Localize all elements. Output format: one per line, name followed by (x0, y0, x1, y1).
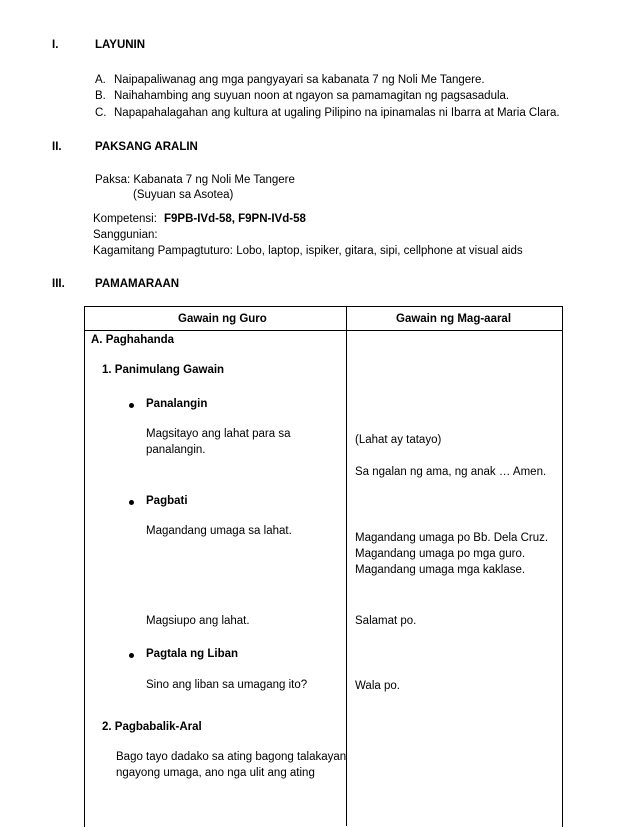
panalangin-student-line1: (Lahat ay tatayo) (355, 434, 442, 446)
pagbati-title: Pagbati (146, 495, 188, 507)
kagamitan-line: Kagamitang Pampagtuturo: Lobo, laptop, ispiker, gitara, sipi, cellphone at visual aids (93, 245, 523, 257)
table-header-divider (84, 330, 562, 331)
objective-c-text: Napapahalagahan ang kultura at ugaling Pilipino na ipinamalas ni Ibarra at Maria Clara. (114, 107, 560, 119)
pagbati-student-line2: Magandang umaga po mga guro. (355, 548, 526, 560)
objective-a-letter: A. (95, 74, 106, 86)
bullet-icon (129, 500, 134, 505)
pagtala-teacher: Sino ang liban sa umagang ito? (146, 679, 308, 691)
kompetensi-label: Kompetensi: (93, 213, 157, 225)
header-gawain-guro: Gawain ng Guro (178, 313, 267, 325)
objective-b-text: Naihahambing ang suyuan noon at ngayon sa pamamagitan ng pagsasadula. (114, 90, 510, 102)
pagbati-student-line1: Magandang umaga po Bb. Dela Cruz. (355, 532, 549, 544)
pagbati-student-line3: Magandang umaga mga kaklase. (355, 564, 526, 576)
paghahanda-title: A. Paghahanda (91, 334, 175, 346)
panalangin-student-line2: Sa ngalan ng ama, ng anak … Amen. (355, 466, 547, 478)
objective-c-letter: C. (95, 107, 107, 119)
panalangin-title: Panalangin (146, 398, 208, 410)
sanggunian-label: Sanggunian: (93, 229, 158, 241)
section-1-number: I. (52, 39, 59, 51)
header-gawain-mag-aaral: Gawain ng Mag-aaral (396, 313, 512, 325)
pagbabalik-aral-title: 2. Pagbabalik-Aral (102, 721, 202, 733)
section-3-title: PAMAMARAAN (95, 278, 180, 290)
bullet-icon (129, 403, 134, 408)
paksa-subtitle: (Suyuan sa Asotea) (133, 189, 234, 201)
panimulang-gawain-title: 1. Panimulang Gawain (102, 364, 225, 376)
kompetensi-value: F9PB-IVd-58, F9PN-IVd-58 (164, 213, 306, 225)
bullet-icon (129, 653, 134, 658)
pagbabalik-aral-line2: ngayong umaga, ano nga ulit ang ating (116, 767, 315, 779)
pagtala-title: Pagtala ng Liban (146, 648, 239, 660)
section-2-title: PAKSANG ARALIN (95, 141, 198, 153)
objective-a-text: Naipapaliwanag ang mga pangyayari sa kabanata 7 ng Noli Me Tangere. (114, 74, 485, 86)
panalangin-teacher-line2: panalangin. (146, 444, 206, 456)
pagbabalik-aral-line1: Bago tayo dadako sa ating bagong talakayan (116, 751, 347, 763)
paksa-line: Paksa: Kabanata 7 ng Noli Me Tangere (95, 174, 295, 186)
section-2-number: II. (52, 141, 62, 153)
pagtala-student: Wala po. (355, 680, 400, 692)
section-3-number: III. (52, 278, 65, 290)
objective-b-letter: B. (95, 90, 106, 102)
table-column-divider (346, 306, 347, 826)
section-1-title: LAYUNIN (95, 39, 146, 51)
pagbati-teacher: Magandang umaga sa lahat. (146, 525, 292, 537)
panalangin-teacher-line1: Magsitayo ang lahat para sa (146, 428, 291, 440)
magsiupo-teacher: Magsiupo ang lahat. (146, 615, 250, 627)
magsiupo-student: Salamat po. (355, 615, 417, 627)
